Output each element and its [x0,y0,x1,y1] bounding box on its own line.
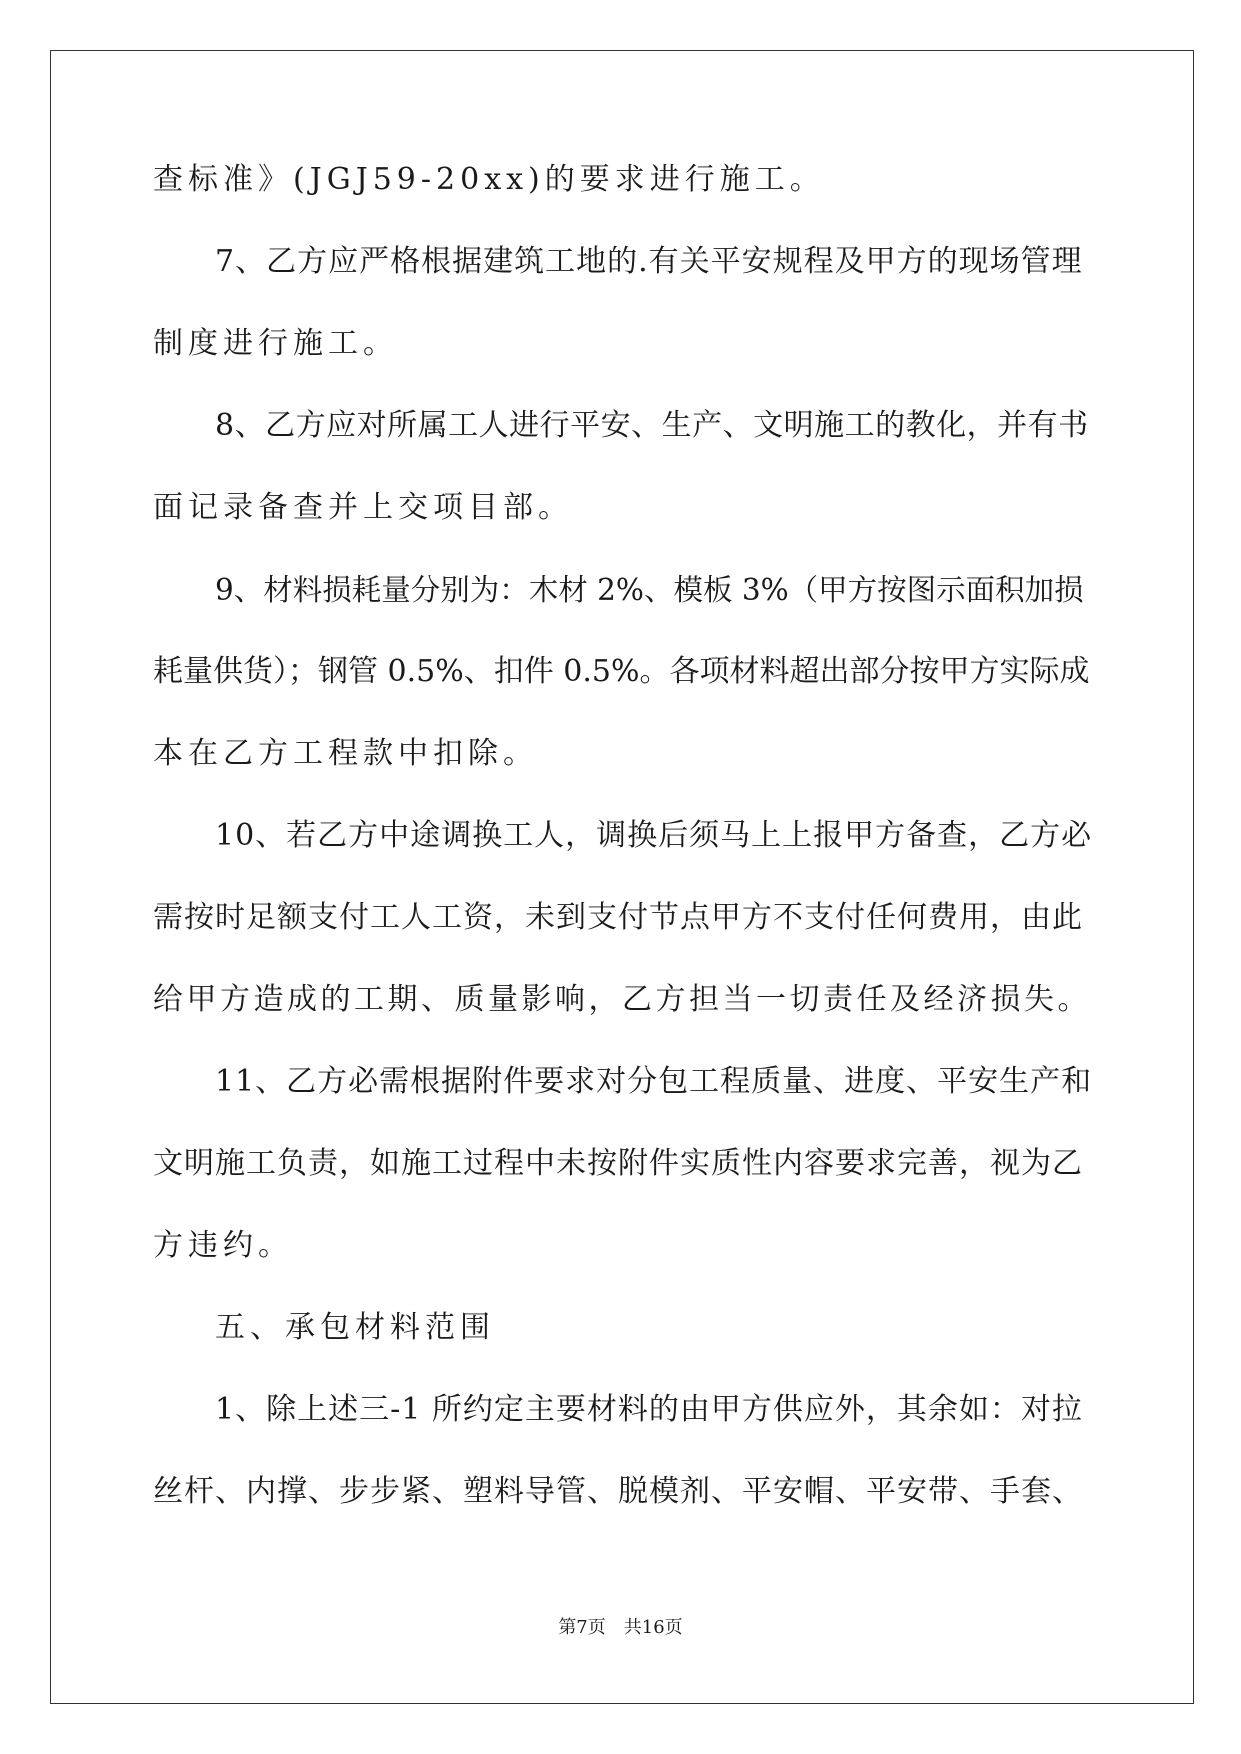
text-line: 9、材料损耗量分别为：木材 2%、模板 3%（甲方按图示面积加损 [215,573,1084,607]
text-line: 制度进行施工。 [153,326,398,361]
text-line: 丝杆、内撑、步步紧、塑料导管、脱模剂、平安帽、平安带、手套、 [153,1474,1083,1509]
page-footer [0,1616,1241,1640]
text-line: 10、若乙方中途调换工人，调换后须马上上报甲方备查，乙方必 [215,818,1093,853]
text-line: 8、乙方应对所属工人进行平安、生产、文明施工的教化，并有书 [215,408,1089,443]
text-line: 面记录备查并上交项目部。 [153,490,573,525]
text-line: 需按时足额支付工人工资，未到支付节点甲方不支付任何费用，由此 [153,900,1083,935]
text-line: 1、除上述三-1 所约定主要材料的由甲方供应外，其余如：对拉 [215,1392,1083,1427]
text-line: 查标准》(JGJ59-20xx)的要求进行施工。 [153,162,825,197]
text-line: 耗量供货）；钢管 0.5%、扣件 0.5%。各项材料超出部分按甲方实际成 [153,654,1090,689]
text-line: 7、乙方应严格根据建筑工地的.有关平安规程及甲方的现场管理 [215,244,1083,279]
text-line: 11、乙方必需根据附件要求对分包工程质量、进度、平安生产和 [215,1064,1093,1099]
text-line: 给甲方造成的工期、质量影响，乙方担当一切责任及经济损失。 [153,982,1091,1017]
text-line: 本在乙方工程款中扣除。 [153,736,538,771]
text-line: 方违约。 [153,1228,293,1263]
page-border [50,50,1194,1704]
page-total: 共16页 [623,1617,683,1638]
section-heading: 五、承包材料范围 [215,1310,495,1345]
text-line: 文明施工负责，如施工过程中未按附件实质性内容要求完善，视为乙 [153,1146,1083,1181]
page-number: 第7页 [558,1617,606,1638]
